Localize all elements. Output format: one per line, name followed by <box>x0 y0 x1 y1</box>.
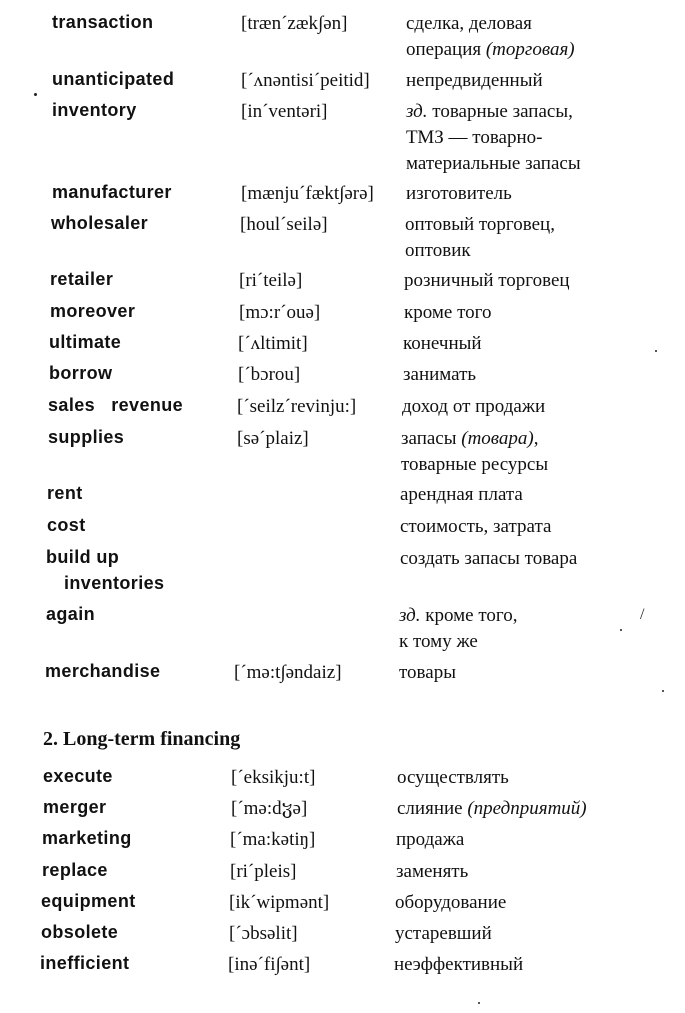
transcription-execute: [´eksikju:t] <box>231 767 316 788</box>
term-again: again <box>46 604 96 624</box>
term-inventory: inventory <box>52 100 137 120</box>
meaning-retailer: розничный торговец <box>404 270 570 291</box>
term-sales-revenue: sales revenue <box>48 395 184 415</box>
scan-speck <box>34 93 37 96</box>
meaning-supplies: запасы (товара), товарные ресурсы <box>401 428 549 475</box>
meaning-inventory: зд. товарные запасы, ТМЗ — товарно- материальные запасы <box>406 101 581 174</box>
meaning-transaction: сделка, деловая операция (торговая) <box>406 13 575 60</box>
meaning-merger: слияние (предприятий) <box>397 798 587 819</box>
transcription-retailer: [ri´teilə] <box>239 270 303 291</box>
meaning-sales-revenue: доход от продажи <box>402 396 546 417</box>
transcription-marketing: [´ma:kətiŋ] <box>230 829 316 850</box>
transcription-supplies: [sə´plaiz] <box>237 428 309 449</box>
meaning-obsolete: устаревший <box>395 923 492 944</box>
meaning-unanticipated: непредвиденный <box>406 70 543 91</box>
term-manufacturer: manufacturer <box>52 182 172 202</box>
transcription-merger: [´mə:dჳə] <box>231 798 308 819</box>
transcription-moreover: [mɔ:r´ouə] <box>239 302 321 323</box>
term-obsolete: obsolete <box>41 922 119 942</box>
transcription-ultimate: [´ʌltimit] <box>238 333 308 354</box>
term-replace: replace <box>42 860 108 880</box>
term-moreover: moreover <box>50 301 136 321</box>
term-merger: merger <box>43 797 107 817</box>
term-equipment: equipment <box>41 891 136 911</box>
meaning-rent: арендная плата <box>400 484 523 505</box>
meaning-again: зд. кроме того, к тому же <box>399 605 518 652</box>
transcription-sales-revenue: [´seilz´revinju:] <box>237 396 357 417</box>
meaning-borrow: занимать <box>403 364 477 385</box>
term-ultimate: ultimate <box>49 332 122 352</box>
transcription-obsolete: [´ɔbsəlit] <box>229 923 298 944</box>
section-heading: 2. Long-term financing <box>43 728 241 750</box>
scan-speck <box>620 629 622 631</box>
transcription-equipment: [ik´wipmənt] <box>229 892 330 913</box>
term-marketing: marketing <box>42 828 132 848</box>
term-retailer: retailer <box>50 269 114 289</box>
term-transaction: transaction <box>52 12 154 32</box>
transcription-transaction: [træn´zæk∫ən] <box>241 13 348 34</box>
meaning-build-up-inventories: создать запасы товара <box>400 548 578 569</box>
transcription-unanticipated: [´ʌnəntisi´peitid] <box>241 70 370 91</box>
term-inefficient: inefficient <box>40 953 130 973</box>
term-wholesaler: wholesaler <box>51 213 149 233</box>
term-unanticipated: unanticipated <box>52 69 175 89</box>
transcription-manufacturer: [mænju´fækt∫ərə] <box>241 183 374 204</box>
meaning-manufacturer: изготовитель <box>406 183 512 204</box>
meaning-ultimate: конечный <box>403 333 482 354</box>
meaning-marketing: продажа <box>396 829 465 850</box>
meaning-merchandise: товары <box>399 662 456 683</box>
meaning-execute: осуществлять <box>397 767 509 788</box>
transcription-merchandise: [´mə:t∫əndaiz] <box>234 662 342 683</box>
term-cost: cost <box>47 515 86 535</box>
transcription-borrow: [´bɔrou] <box>238 364 301 385</box>
term-merchandise: merchandise <box>45 661 161 681</box>
transcription-wholesaler: [houl´seilə] <box>240 214 328 235</box>
scan-mark: / <box>640 606 645 623</box>
term-build-up-inventories: build up inventories <box>46 547 165 593</box>
meaning-moreover: кроме того <box>404 302 492 323</box>
term-execute: execute <box>43 766 113 786</box>
meaning-wholesaler: оптовый торговец, оптовик <box>405 214 555 261</box>
transcription-inventory: [in´ventəri] <box>241 101 328 122</box>
scan-speck <box>662 690 664 692</box>
meaning-cost: стоимость, затрата <box>400 516 552 537</box>
meaning-equipment: оборудование <box>395 892 507 913</box>
meaning-replace: заменять <box>396 861 469 882</box>
term-supplies: supplies <box>48 427 125 447</box>
term-rent: rent <box>47 483 83 503</box>
meaning-inefficient: неэффективный <box>394 954 524 975</box>
transcription-replace: [ri´pleis] <box>230 861 297 882</box>
term-borrow: borrow <box>49 363 113 383</box>
scan-speck <box>478 1002 480 1004</box>
transcription-inefficient: [inə´fi∫ənt] <box>228 954 311 975</box>
scan-speck <box>655 350 657 352</box>
